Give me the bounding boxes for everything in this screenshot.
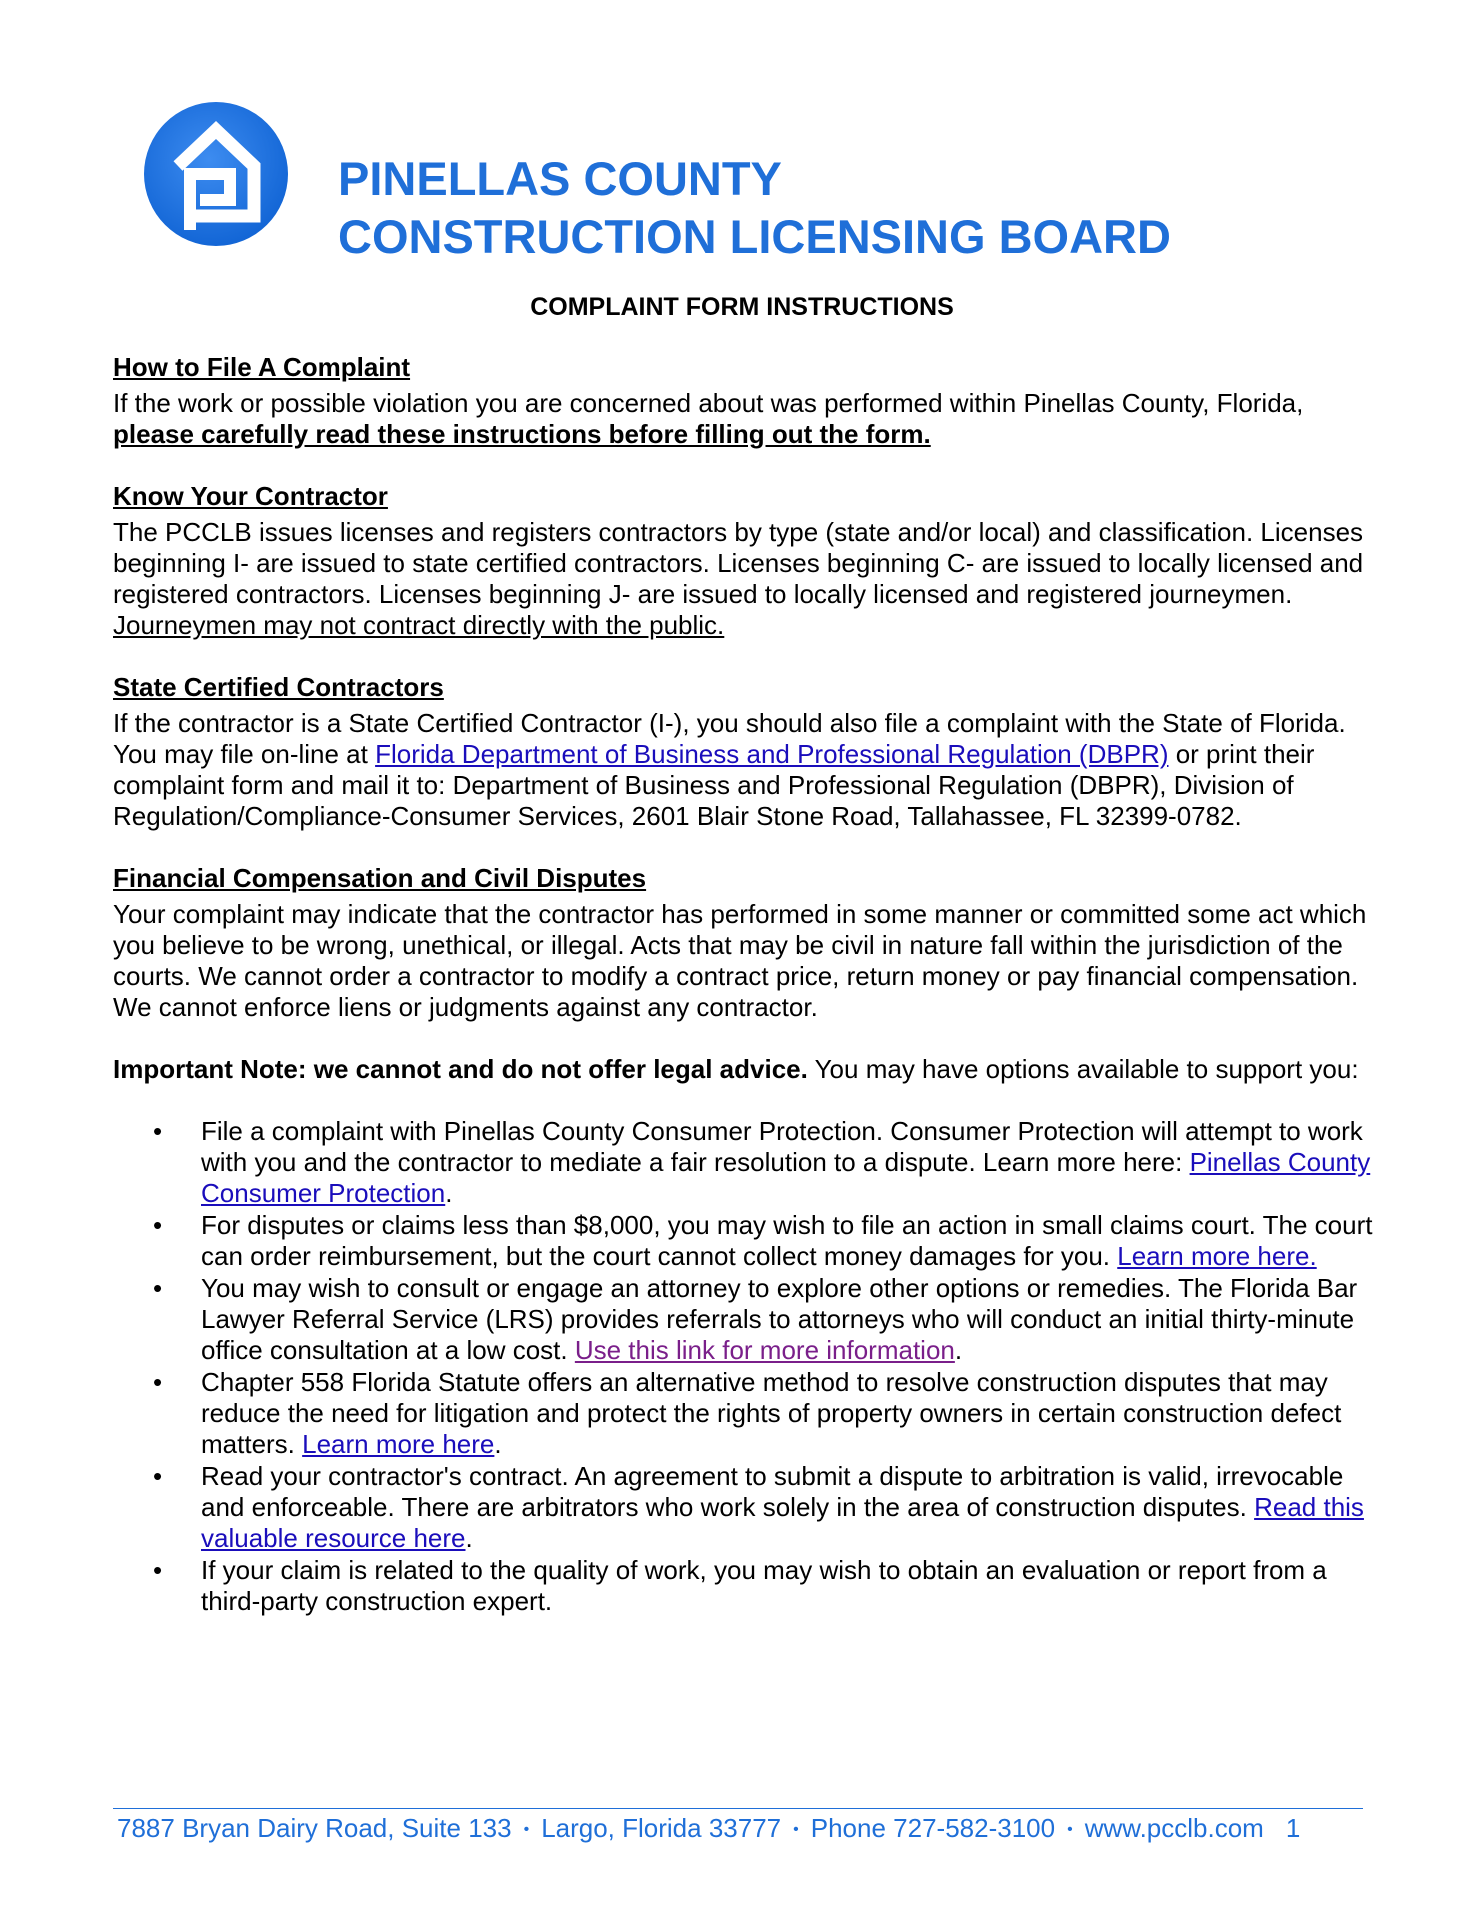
bullet-icon: • <box>153 1116 163 1146</box>
list-item-suffix: . <box>465 1523 473 1553</box>
section-heading: Financial Compensation and Civil Disputes <box>113 863 647 893</box>
section-paragraph <box>113 1054 1373 1085</box>
board-logo <box>138 98 298 248</box>
section-paragraph <box>113 388 1373 450</box>
section-heading: How to File A Complaint <box>113 352 411 382</box>
section-state-certified <box>113 672 1373 832</box>
chapter-558-link[interactable]: Learn more here <box>302 1429 495 1459</box>
list-item-suffix: . <box>954 1335 963 1365</box>
list-item-text: You may wish to consult or engage an attorney to explore other options or remedies. The Florida Bar Lawyer Referral Service (LRS) provides referrals to attorneys who will conduct an initial thirty-minute office consultation at a low cost. <box>201 1273 1358 1365</box>
footer-separator: • <box>1067 1821 1073 1839</box>
bold-underline-text: please carefully read these instructions before filling out the form. <box>113 419 931 449</box>
arbitration-resource-link[interactable]: Read this valuable resource here <box>201 1492 1364 1553</box>
list-item <box>113 1273 1373 1366</box>
dbpr-link[interactable]: Florida Department of Business and Professional Regulation (DBPR) <box>375 739 1169 769</box>
list-item <box>113 1210 1373 1272</box>
title-line-2: CONSTRUCTION LICENSING BOARD <box>338 210 1171 263</box>
paragraph-text: You may have options available to support you: <box>807 1054 1359 1084</box>
footer-separator: • <box>523 1821 530 1839</box>
consumer-protection-link[interactable]: Pinellas County Consumer Protection <box>201 1147 1371 1208</box>
document-title: COMPLAINT FORM INSTRUCTIONS <box>530 293 954 321</box>
section-paragraph: Your complaint may indicate that the contractor has performed in some manner or committed some act which you believe to be wrong, unethical, or illegal. Acts that may be civil in nature fall within the jurisdiction of the courts. We cannot order a contractor to modify a contract price, return money or pay financial compensation. We cannot enforce liens or judgments against any contractor. <box>113 899 1367 1022</box>
bullet-icon: • <box>153 1367 163 1397</box>
footer-separator: • <box>793 1821 799 1839</box>
footer-city: Largo, Florida 33777 <box>541 1813 782 1843</box>
small-claims-link[interactable]: Learn more here. <box>1117 1241 1317 1271</box>
footer-phone: Phone 727-582-3100 <box>810 1813 1056 1843</box>
important-note-bold: Important Note: we cannot and do not offer legal advice. <box>113 1054 808 1084</box>
list-item-suffix: . <box>494 1429 502 1459</box>
paragraph-text: If the contractor is a State Certified Contractor (I-), you should also file a complaint with the State of Florida. You may file on-line at <box>113 708 1346 769</box>
paragraph-text: The PCCLB issues licenses and registers contractors by type (state and/or local) and classification. Licenses beginning I- are issued to state certified contractors. Licenses beginning C- are issued to locally licensed and registered contractors. Licenses beginning J- are issued to locally licensed and registered journeymen. <box>113 517 1364 609</box>
footer-address: 7887 Bryan Dairy Road, Suite 133 <box>117 1813 512 1843</box>
section-know-contractor <box>113 481 1373 641</box>
section-heading: State Certified Contractors <box>113 672 444 702</box>
bullet-icon: • <box>153 1210 163 1240</box>
list-item <box>113 1367 1373 1460</box>
paragraph-text: or print their complaint form and mail it to: Department of Business and Professional Regulation (DBPR), Division of Regulation/Compliance-Consumer Services, 2601 Blair Stone Road, Tallahassee, FL 32399-0782. <box>113 739 1315 831</box>
list-item <box>113 1555 1373 1617</box>
section-how-to-file <box>113 352 1373 450</box>
section-financial <box>113 863 1373 1023</box>
list-item <box>113 1461 1373 1554</box>
bullet-icon: • <box>153 1555 163 1585</box>
page-footer <box>117 1813 1300 1844</box>
section-heading: Know Your Contractor <box>113 481 388 511</box>
title-line-1: PINELLAS COUNTY <box>338 152 782 205</box>
underlined-text: Journeymen may not contract directly with the public. <box>113 610 725 640</box>
bullet-icon: • <box>153 1273 163 1303</box>
footer-divider <box>113 1808 1363 1809</box>
list-item-text: For disputes or claims less than $8,000, you may wish to file an action in small claims court. The court can order reimbursement, but the court cannot collect money damages for you. <box>201 1210 1373 1271</box>
board-title <box>338 150 1171 266</box>
paragraph-text: If the work or possible violation you are concerned about was performed within Pinellas County, Florida, <box>113 388 1304 418</box>
section-important-note <box>113 1054 1373 1085</box>
page-number: 1 <box>1285 1813 1301 1843</box>
section-paragraph <box>113 708 1373 832</box>
section-paragraph <box>113 517 1373 641</box>
list-item-text: Read your contractor's contract. An agreement to submit a dispute to arbitration is valid, irrevocable and enforceable. There are arbitrators who work solely in the area of construction disputes. <box>201 1461 1344 1522</box>
document-body <box>113 352 1373 1618</box>
lawyer-referral-link[interactable]: Use this link for more information <box>574 1335 955 1365</box>
list-item-text: Chapter 558 Florida Statute offers an alternative method to resolve construction disputes that may reduce the need for litigation and protect the rights of property owners in certain construction defect matters. <box>201 1367 1342 1459</box>
footer-website[interactable]: www.pcclb.com <box>1084 1813 1264 1843</box>
list-item-text: If your claim is related to the quality of work, you may wish to obtain an evaluation or report from a third-party construction expert. <box>201 1555 1327 1616</box>
house-logo-icon <box>138 98 298 248</box>
options-list <box>113 1116 1373 1617</box>
list-item <box>113 1116 1373 1209</box>
bullet-icon: • <box>153 1461 163 1491</box>
list-item-text: File a complaint with Pinellas County Consumer Protection. Consumer Protection will attempt to work with you and the contractor to mediate a fair resolution to a dispute. Learn more here: <box>201 1116 1363 1177</box>
list-item-suffix: . <box>445 1178 453 1208</box>
